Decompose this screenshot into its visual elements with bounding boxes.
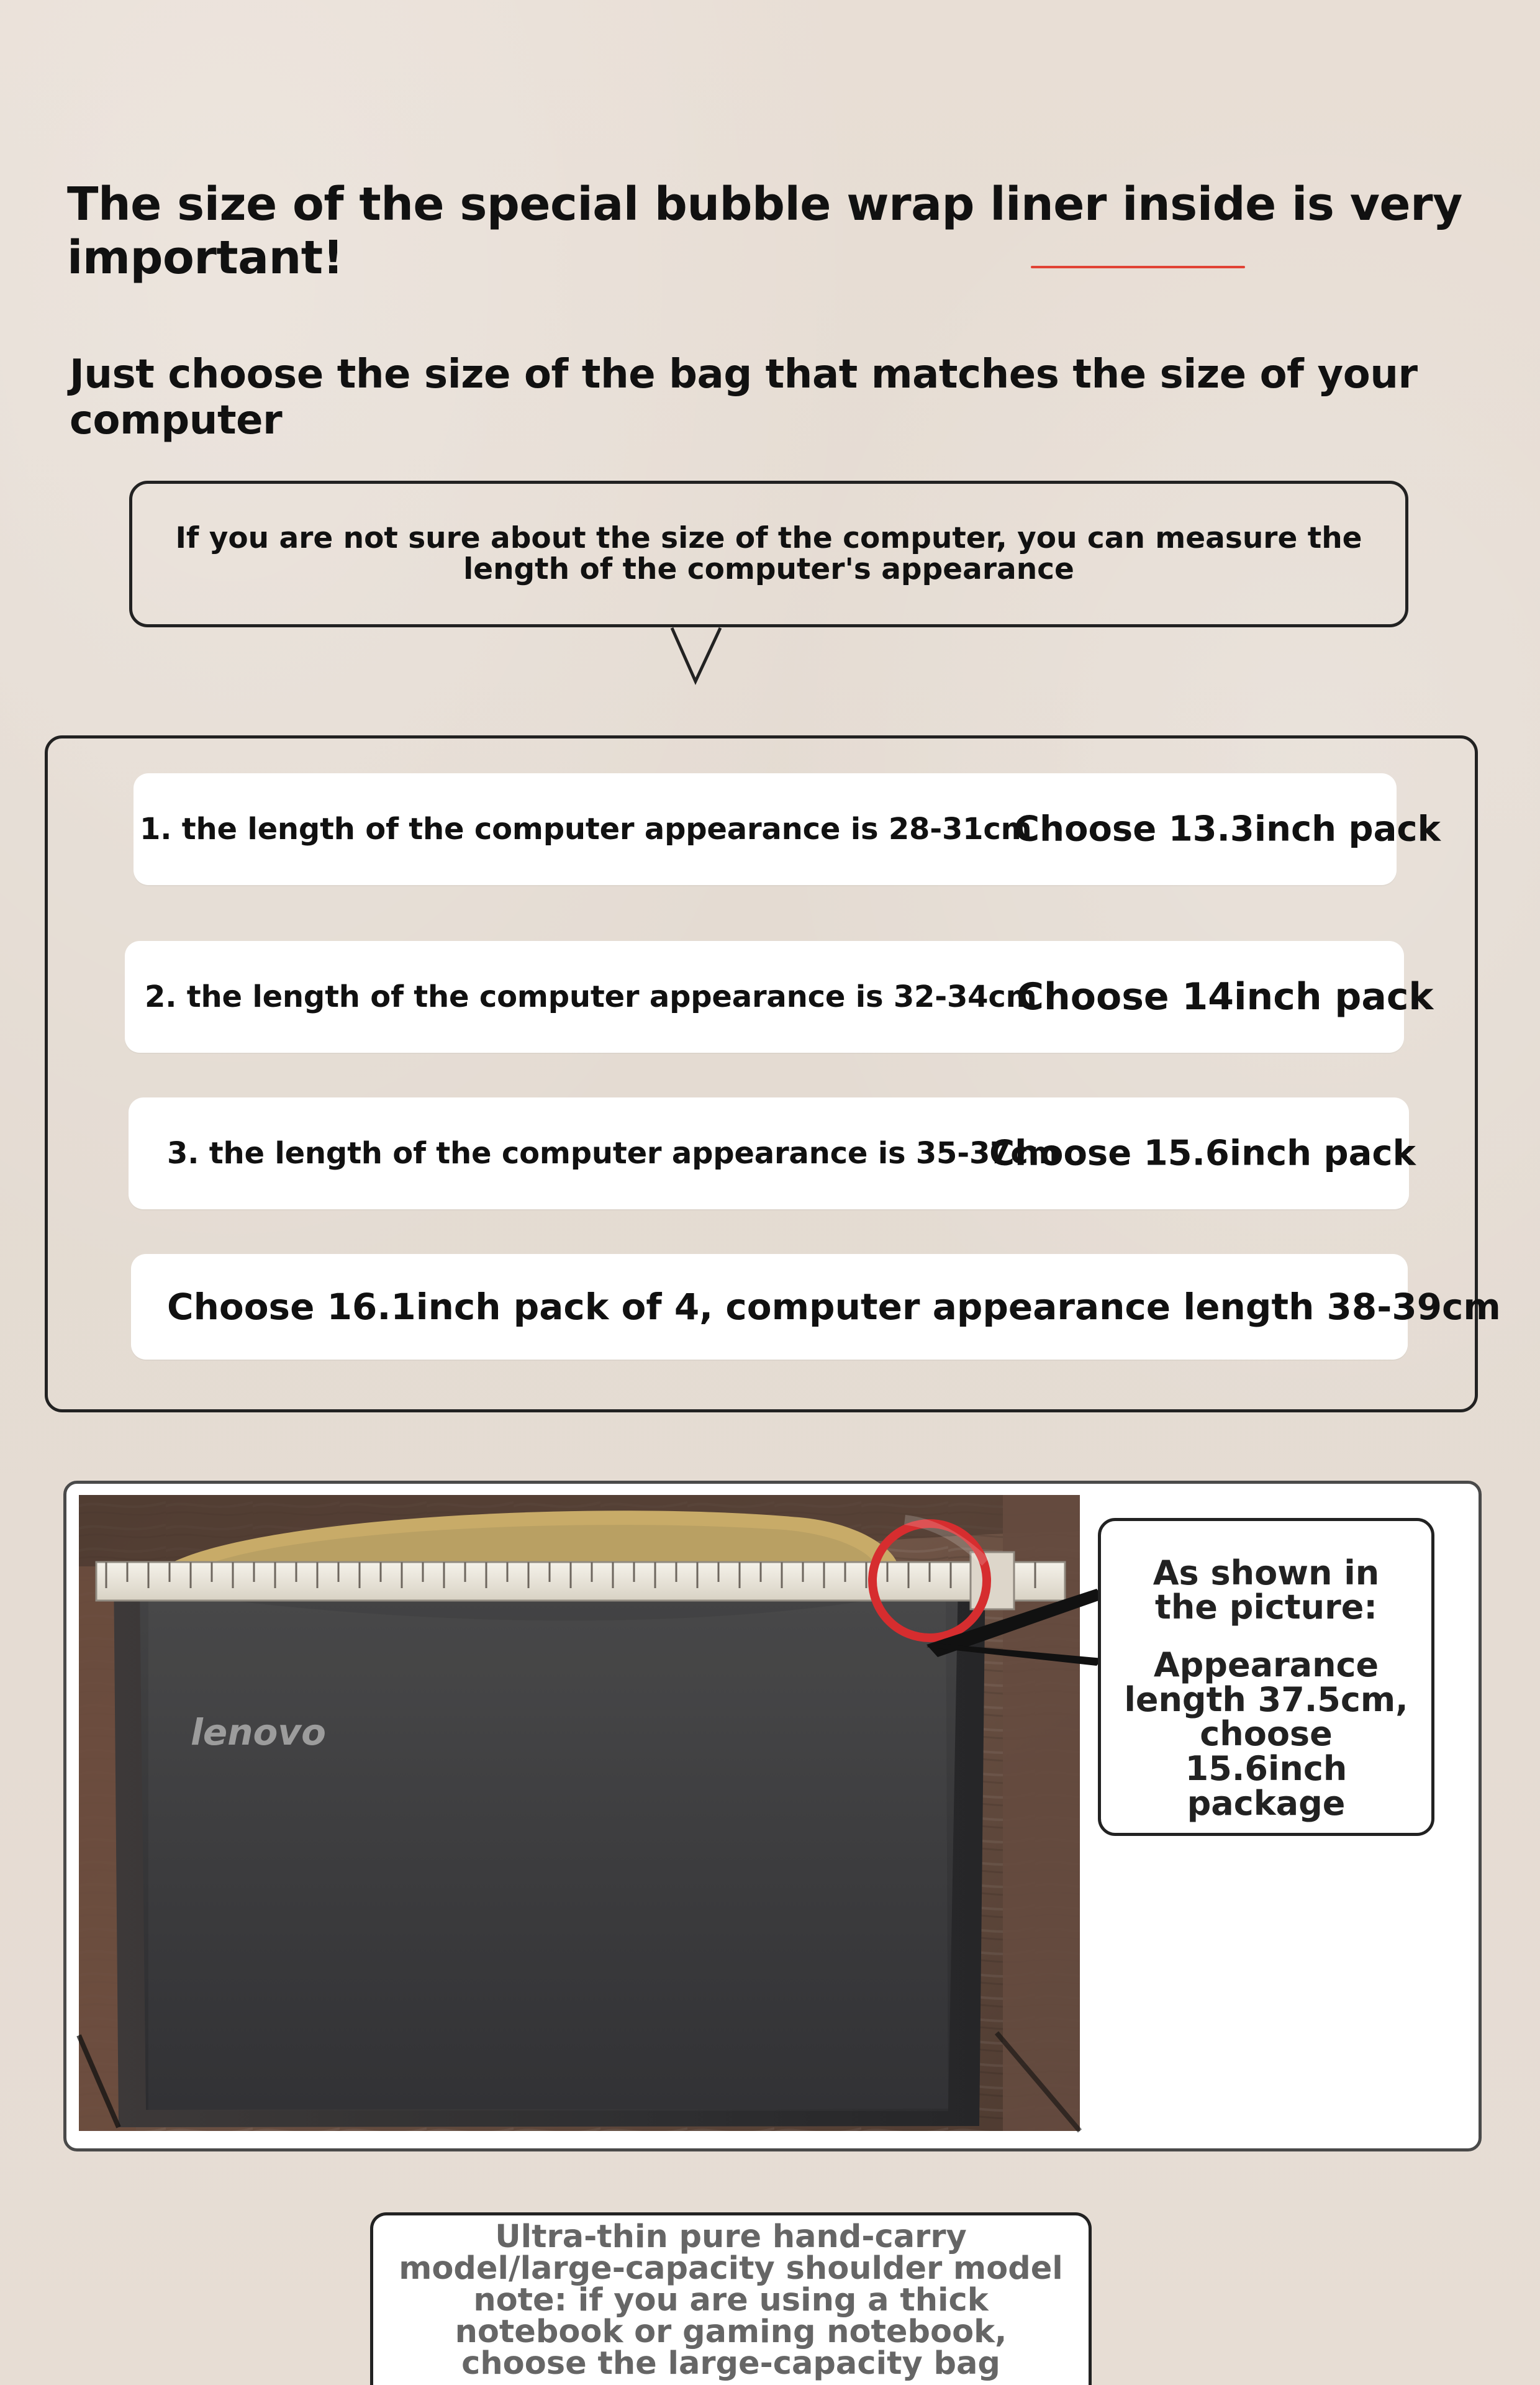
size-row-14 bbox=[125, 941, 1434, 1053]
measurement-callout: If you are not sure about the size of the computer, you can measure the length of the computer's appearance bbox=[129, 481, 1408, 627]
size-row-description: 1. the length of the computer appearance is 28-31cm bbox=[140, 812, 1032, 847]
photo-note-bubble bbox=[1098, 1518, 1434, 1836]
title-underline bbox=[1031, 266, 1245, 268]
size-row-16-1 bbox=[131, 1254, 1501, 1360]
size-row-description: 2. the length of the computer appearance is 32-34cm bbox=[145, 979, 1037, 1014]
size-row-choice: Choose 14inch pack bbox=[1017, 975, 1434, 1019]
callout-pointer bbox=[671, 627, 722, 684]
footer-note: Ultra-thin pure hand-carry model/large-capacity shoulder model note: if you are using a thick notebook or gaming notebook, choose the large-capacity bag bbox=[370, 2212, 1092, 2385]
photo-note-body: Appearance length 37.5cm, choose 15.6inch package bbox=[1124, 1645, 1408, 1823]
size-row-choice: Choose 15.6inch pack bbox=[989, 1133, 1416, 1174]
photo-note-heading: As shown in the picture: bbox=[1153, 1553, 1380, 1627]
lenovo-logo-text: lenovo bbox=[191, 1711, 327, 1753]
callout-arrow bbox=[925, 1585, 1112, 1672]
size-row-description: 3. the length of the computer appearance is 35-37cm bbox=[167, 1136, 1059, 1171]
size-row-choice: Choose 13.3inch pack bbox=[1014, 809, 1441, 850]
size-row-single-text: Choose 16.1inch pack of 4, computer appearance length 38-39cm bbox=[167, 1286, 1501, 1328]
size-row-13-3 bbox=[134, 773, 1441, 885]
page-title: The size of the special bubble wrap liner inside is very important! bbox=[67, 178, 1462, 284]
size-selection-box bbox=[45, 735, 1501, 1412]
page-subtitle: Just choose the size of the bag that matches the size of your computer bbox=[70, 352, 1418, 443]
size-row-15-6 bbox=[129, 1097, 1416, 1209]
